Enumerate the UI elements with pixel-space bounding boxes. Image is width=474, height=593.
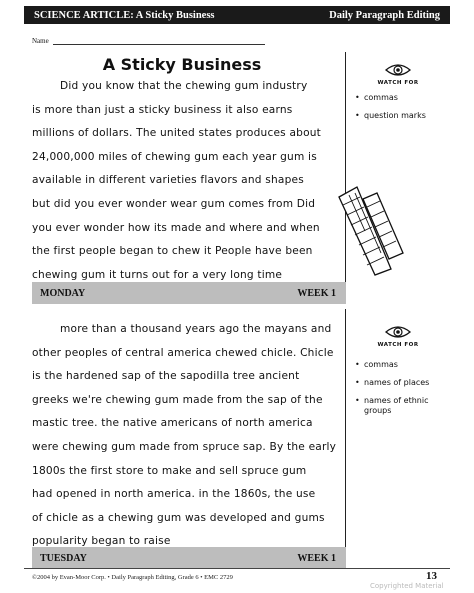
article-category: SCIENCE ARTICLE: A Sticky Business (34, 9, 215, 21)
watch-for-label: WATCH FOR (377, 342, 419, 348)
paragraph-line: were chewing gum made from spruce sap. By the early (32, 440, 337, 453)
tuesday-bar (32, 547, 346, 569)
eye-icon (384, 62, 412, 78)
paragraph-line: more than a thousand years ago the mayans and (60, 323, 332, 335)
monday-paragraph (32, 75, 342, 287)
paragraph-line: of chicle as a chewing gum was developed and gums (32, 511, 325, 524)
column-divider (345, 309, 346, 547)
tuesday-watch-list (355, 360, 460, 424)
paragraph-line: other peoples of central america chewed chicle. Chicle (32, 346, 334, 359)
paragraph-line: is more than just a sticky business it also earns (32, 103, 293, 116)
monday-bar (32, 282, 346, 304)
paragraph-line: popularity began to raise (32, 535, 171, 548)
name-label: Name (32, 37, 49, 45)
list-item: • question marks (355, 111, 426, 120)
footer-credit: ©2004 by Evan-Moor Corp. • Daily Paragraph Editing, Grade 6 • EMC 2729 (32, 574, 233, 581)
paragraph-line: 1800s the first store to make and sell spruce gum (32, 464, 307, 477)
name-line (53, 39, 265, 45)
book-title: Daily Paragraph Editing (329, 9, 440, 21)
day-label: MONDAY (40, 287, 86, 299)
paragraph-line: greeks we're chewing gum made from the sap of the (32, 393, 323, 406)
page-title: A Sticky Business (102, 55, 262, 74)
day-label: TUESDAY (40, 552, 87, 564)
paragraph-line: millions of dollars. The united states produces about (32, 127, 322, 140)
watermark: Copyrighted Material (370, 582, 444, 590)
monday-watch-list (355, 93, 460, 129)
chewing-gum-sticks-illustration (335, 183, 405, 278)
paragraph-line: mastic tree. the native americans of north america (32, 417, 313, 430)
name-field (32, 37, 265, 45)
list-item: • names of ethnic groups (355, 396, 429, 415)
paragraph-line: but did you ever wonder wear gum comes from Did (32, 197, 316, 210)
eye-icon (384, 324, 412, 340)
header-bar (24, 6, 450, 24)
watch-for-badge (375, 62, 421, 86)
week-label: WEEK 1 (297, 287, 336, 299)
list-item: • names of places (355, 378, 430, 387)
watch-for-label: WATCH FOR (377, 80, 419, 86)
paragraph-line: 24,000,000 miles of chewing gum each year gum is (32, 150, 317, 163)
paragraph-line: available in different varieties flavors and shapes (32, 174, 304, 187)
week-label: WEEK 1 (297, 552, 336, 564)
paragraph-line: you ever wonder how its made and where and when (32, 221, 320, 234)
footer-divider (24, 568, 450, 569)
list-item: • commas (355, 93, 398, 102)
paragraph-line: chewing gum it turns out for a very long time (32, 268, 283, 281)
tuesday-paragraph (32, 318, 342, 554)
paragraph-line: Did you know that the chewing gum industry (60, 80, 308, 92)
page-number: 13 (426, 570, 437, 582)
paragraph-line: the first people began to chew it People have been (32, 245, 313, 258)
watch-for-badge (375, 324, 421, 348)
paragraph-line: is the hardened sap of the sapodilla tree ancient (32, 370, 300, 383)
list-item: • commas (355, 360, 398, 369)
paragraph-line: had opened in north america. in the 1860s, the use (32, 488, 316, 501)
